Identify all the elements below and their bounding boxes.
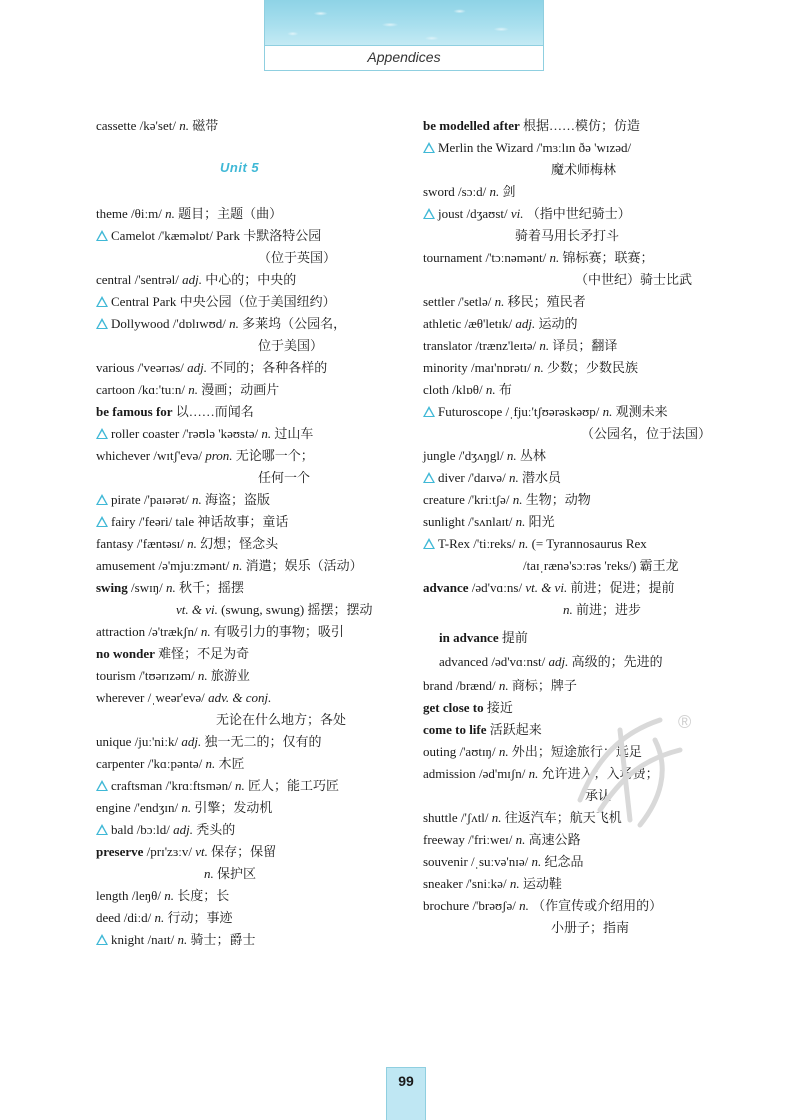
vocab-entry-dollywood: Dollywood /'dɒlɪwʊd/ n. 多莱坞（公园名， [96, 313, 346, 335]
vocab-entry-athletic: athletic /æθ'letɪk/ adj. 运动的 [423, 316, 578, 331]
vocab-entry-unique: unique /juː'niːk/ adj. 独一无二的；仅有的 [96, 734, 322, 749]
triangle-icon [96, 824, 108, 835]
vocab-entry-jungle: jungle /'dʒʌŋgl/ n. 丛林 [423, 448, 546, 463]
triangle-icon [423, 208, 435, 219]
vocab-entry-fantasy: fantasy /'fæntəsɪ/ n. 幻想；怪念头 [96, 536, 279, 551]
vocab-entry-merlin: Merlin the Wizard /'mɜːlɪn ðə 'wɪzəd/ [423, 137, 631, 159]
vocab-entry-get-close-to: get close to 接近 [423, 700, 513, 715]
vocab-entry-swing: swing /swɪŋ/ n. 秋千；摇摆 [96, 580, 245, 595]
vocab-entry-bald: bald /bɔːld/ adj. 秃头的 [96, 819, 235, 841]
vocab-entry-engine: engine /'endʒɪn/ n. 引擎；发动机 [96, 800, 273, 815]
vocab-entry-futuroscope: Futuroscope /ˌfjuː'tʃʊərəskəʊp/ n. 观测未来 [423, 401, 668, 423]
vocab-entry-carpenter: carpenter /'kɑːpəntə/ n. 木匠 [96, 756, 245, 771]
vocab-entry-sword: sword /sɔːd/ n. 剑 [423, 184, 516, 199]
vocab-entry-settler: settler /'setlə/ n. 移民；殖民者 [423, 294, 586, 309]
vocab-entry-cartoon: cartoon /kɑː'tuːn/ n. 漫画；动画片 [96, 382, 280, 397]
vocab-entry-joust: joust /dʒaʊst/ vi. （指中世纪骑士） [423, 203, 631, 225]
vocab-entry-central: central /'sentrəl/ adj. 中心的；中央的 [96, 272, 297, 287]
vocab-entry-brochure: brochure /'brəʊʃə/ n. （作宣传或介绍用的） [423, 898, 663, 913]
vocab-entry-outing: outing /'aʊtɪŋ/ n. 外出；短途旅行；远足 [423, 744, 642, 759]
vocab-entry-continuation: （位于英国） [258, 250, 337, 265]
vocab-entry-advance: advance /əd'vɑːns/ vt. & vi. 前进；促进；提前 [423, 580, 675, 595]
vocab-entry-whichever: whichever /wɪtʃ'evə/ pron. 无论哪一个； [96, 448, 314, 463]
header-decorative-band [265, 0, 543, 45]
vocab-entry-come-to-life: come to life 活跃起来 [423, 722, 542, 737]
vocab-entry-shuttle: shuttle /'ʃʌtl/ n. 往返汽车；航天飞机 [423, 810, 622, 825]
vocab-entry-in-advance: in advance 提前 [439, 630, 528, 645]
vocab-entry-freeway: freeway /'friːweɪ/ n. 高速公路 [423, 832, 581, 847]
vocab-entry-t-rex: T-Rex /'tiːreks/ n. (= Tyrannosaurus Rex [423, 533, 647, 555]
unit-heading: Unit 5 [220, 160, 260, 175]
vocab-entry-continuation: 承认 [585, 788, 612, 803]
vocab-entry-minority: minority /maɪ'nɒrətɪ/ n. 少数；少数民族 [423, 360, 638, 375]
vocab-entry-theme: theme /θiːm/ n. 题目；主题（曲） [96, 206, 283, 221]
triangle-icon [423, 142, 435, 153]
vocab-entry-continuation: 无论在什么地方；各处 [216, 712, 347, 727]
vocab-entry-diver: diver /'daɪvə/ n. 潜水员 [423, 467, 561, 489]
running-header [264, 0, 544, 71]
vocab-entry-camelot: Camelot /'kæməlɒt/ Park 卡默洛特公园 [96, 225, 321, 247]
vocab-entry-continuation: （中世纪）骑士比武 [575, 272, 693, 287]
triangle-icon [423, 406, 435, 417]
vocab-entry-craftsman: craftsman /'krɑːftsmən/ n. 匠人；能工巧匠 [96, 775, 339, 797]
vocab-entry-no-wonder: no wonder 难怪；不足为奇 [96, 646, 250, 661]
vocab-entry-continuation: 任何一个 [258, 470, 311, 485]
triangle-icon [96, 230, 108, 241]
vocab-entry-souvenir: souvenir /ˌsuːvə'nɪə/ n. 纪念品 [423, 854, 584, 869]
vocab-entry-sunlight: sunlight /'sʌnlaɪt/ n. 阳光 [423, 514, 555, 529]
vocab-entry-knight: knight /naɪt/ n. 骑士；爵士 [96, 929, 255, 951]
vocab-entry-central-park: Central Park 中央公园（位于美国纽约） [96, 291, 336, 313]
vocab-entry-amusement: amusement /ə'mjuːzmənt/ n. 消遣；娱乐（活动） [96, 558, 363, 573]
vocab-entry-cloth: cloth /klɒθ/ n. 布 [423, 382, 512, 397]
vocab-entry-deed: deed /diːd/ n. 行动；事迹 [96, 910, 233, 925]
vocab-entry-cassette: cassette /kə'set/ n. 磁带 [96, 118, 219, 133]
vocab-entry-continuation: /taɪˌrænə'sɔːrəs 'reks/) 霸王龙 [523, 558, 679, 573]
publisher-watermark-icon [560, 690, 710, 840]
vocab-entry-continuation: 魔术师梅林 [551, 162, 617, 177]
page-number-box [386, 1067, 426, 1120]
vocab-entry-wherever: wherever /ˌweər'evə/ adv. & conj. [96, 690, 272, 705]
vocab-entry-continuation: 位于美国） [258, 338, 324, 353]
vocab-entry-admission: admission /əd'mɪʃn/ n. 允许进入；入场费； [423, 766, 659, 781]
vocab-entry-continuation: 骑着马用长矛打斗 [515, 228, 620, 243]
triangle-icon [423, 472, 435, 483]
vocab-entry-sneaker: sneaker /'sniːkə/ n. 运动鞋 [423, 876, 562, 891]
triangle-icon [96, 516, 108, 527]
vocab-entry-attraction: attraction /ə'trækʃn/ n. 有吸引力的事物；吸引 [96, 624, 344, 639]
header-title: Appendices [367, 49, 441, 65]
vocab-entry-continuation: （公园名，位于法国） [581, 426, 712, 441]
vocab-entry-length: length /leŋθ/ n. 长度；长 [96, 888, 230, 903]
vocab-entry-pirate: pirate /'paɪərət/ n. 海盗；盗版 [96, 489, 270, 511]
triangle-icon [96, 428, 108, 439]
vocab-entry-creature: creature /'kriːtʃə/ n. 生物；动物 [423, 492, 591, 507]
vocab-entry-continuation: vt. & vi. (swung, swung) 摇摆；摆动 [176, 602, 373, 617]
vocab-entry-tourism: tourism /'tʊərɪzəm/ n. 旅游业 [96, 668, 250, 683]
vocab-entry-brand: brand /brænd/ n. 商标；牌子 [423, 678, 577, 693]
vocab-entry-various: various /'veərɪəs/ adj. 不同的；各种各样的 [96, 360, 328, 375]
triangle-icon [96, 494, 108, 505]
registered-mark: ® [678, 712, 692, 732]
vocab-entry-tournament: tournament /'tɔːnəmənt/ n. 锦标赛；联赛； [423, 250, 654, 265]
vocab-entry-continuation: n. 保护区 [204, 866, 257, 881]
triangle-icon [96, 934, 108, 945]
vocab-entry-preserve: preserve /prɪ'zɜːv/ vt. 保存；保留 [96, 844, 277, 859]
triangle-icon [96, 318, 108, 329]
vocab-entry-translator: translator /trænz'leɪtə/ n. 译员；翻译 [423, 338, 618, 353]
vocab-entry-fairy-tale: fairy /'feəri/ tale 神话故事；童话 [96, 511, 288, 533]
vocab-entry-continuation: 小册子；指南 [551, 920, 630, 935]
vocab-entry-continuation: n. 前进；进步 [563, 602, 642, 617]
page-number: 99 [398, 1073, 414, 1089]
vocab-entry-roller-coaster: roller coaster /'rəʊlə 'kəʊstə/ n. 过山车 [96, 423, 313, 445]
vocab-entry-be-modelled-after: be modelled after 根据……模仿；仿造 [423, 118, 641, 133]
triangle-icon [96, 780, 108, 791]
triangle-icon [423, 538, 435, 549]
triangle-icon [96, 296, 108, 307]
vocab-entry-advanced: advanced /əd'vɑːnst/ adj. 高级的；先进的 [439, 654, 663, 669]
vocab-entry-be-famous-for: be famous for 以……而闻名 [96, 404, 254, 419]
